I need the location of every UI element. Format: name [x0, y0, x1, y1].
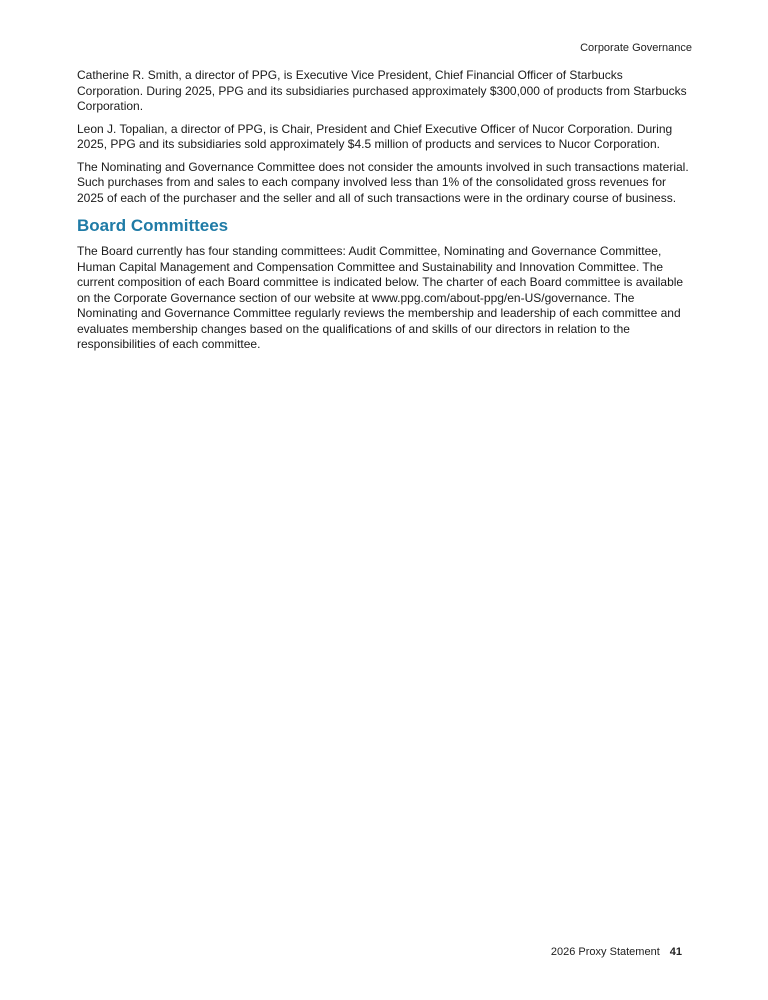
running-header: Corporate Governance	[580, 42, 692, 54]
paragraph-materiality: The Nominating and Governance Committee does not consider the amounts involved in such transactions material. Such purchases from and sales to each company involved less than 1% of the consolidated gross revenues for 2025 of each of the purchaser and the seller and all of such transactions were in the ordinary course of business.	[77, 159, 689, 205]
section-heading-board-committees: Board Committees	[77, 216, 229, 235]
page-number: 41	[669, 946, 682, 958]
footer-document-title: 2026 Proxy Statement	[550, 946, 660, 958]
paragraph-board-committees: The Board currently has four standing committees: Audit Committee, Nominating and Governance Committee, Human Capital Management and Compensation Committee and Sustainability and Innovation Committee. The current composition of each Board committee is indicated below. The charter of each Board committee is available on the Corporate Governance section of our website at www.ppg.com/about-ppg/en-US/governance. The Nominating and Governance Committee regularly reviews the membership and leadership of each committee and evaluates membership changes based on the qualifications of and skills of our directors in relation to the responsibilities of each committee.	[77, 244, 684, 351]
page-content	[77, 68, 692, 360]
page-footer	[551, 946, 682, 958]
paragraph-smith-starbucks: Catherine R. Smith, a director of PPG, is Executive Vice President, Chief Financial Officer of Starbucks Corporation. During 2025, PPG and its subsidiaries purchased approximately $300,000 of products from Starbucks Corporation.	[77, 68, 687, 113]
paragraph-topalian-nucor: Leon J. Topalian, a director of PPG, is Chair, President and Chief Executive Officer of Nucor Corporation. During 2025, PPG and its subsidiaries sold approximately $4.5 million of products and services to Nucor Corporation.	[77, 121, 673, 151]
